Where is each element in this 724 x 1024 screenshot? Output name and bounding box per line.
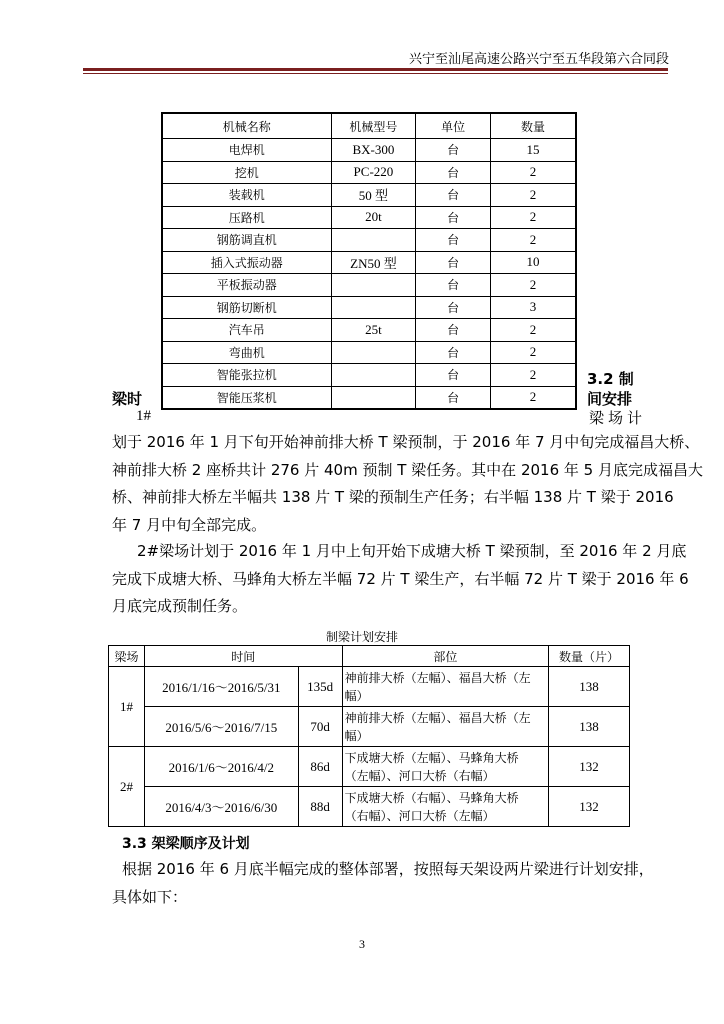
table-row [162,386,576,409]
machine-model: 20t [331,206,416,229]
machine-unit: 台 [416,296,491,319]
table-row [109,787,630,827]
table-row [162,364,576,387]
days-cell: 88d [298,787,342,827]
plan-table-caption: 制梁计划安排 [325,630,398,644]
paragraph-yard-1 [112,429,703,539]
machine-name: 智能张拉机 [162,364,331,387]
paragraph-line: 完成下成塘大桥、马蜂角大桥左半幅 72 片 T 梁生产，右半幅 72 片 T 梁于 2016 年 6 [112,569,689,588]
header-rule-thick [83,68,668,71]
machine-qty: 2 [490,184,576,207]
machine-model: ZN50 型 [331,251,416,274]
location-cell [342,707,548,747]
period-cell: 2016/1/6～2016/4/2 [144,747,298,787]
machine-qty: 2 [490,161,576,184]
machine-model: 50 型 [331,184,416,207]
paragraph-yard-2 [112,538,689,621]
machine-unit: 台 [416,251,491,274]
paragraph-line: 月底完成预制任务。 [112,597,248,615]
paragraph-line: 神前排大桥 2 座桥共计 276 片 40m 预制 T 梁任务。其中在 2016 年 5 月底完成福昌大 [112,460,703,479]
days-cell: 70d [298,707,342,747]
column-header: 梁场 [109,646,145,667]
location-line: 幅） [344,688,369,703]
machine-model [331,274,416,297]
machine-unit: 台 [416,229,491,252]
location-line: 神前排大桥（左幅）、福昌大桥（左 [344,710,531,725]
machine-unit: 台 [416,386,491,409]
yard-cell: 2# [109,747,145,827]
machine-qty: 2 [490,274,576,297]
machine-unit: 台 [416,139,491,162]
machine-model: PC-220 [331,161,416,184]
machine-name: 电焊机 [162,139,331,162]
location-line: （右幅）、河口大桥（左幅） [344,808,495,823]
section-3-2-heading-part2: 间安排 [587,390,633,408]
machine-qty: 2 [490,319,576,342]
period-cell: 2016/1/16～2016/5/31 [144,667,298,707]
plan-table-header [109,646,630,667]
machine-unit: 台 [416,274,491,297]
quantity-cell: 138 [549,707,630,747]
machine-name: 装载机 [162,184,331,207]
section-3-2-heading-part1: 3.2 制 [587,370,634,388]
table-row [162,161,576,184]
machine-name: 插入式振动器 [162,251,331,274]
plan-table [108,645,630,827]
page-number: 3 [359,937,365,951]
table-row [162,319,576,342]
table-row [162,341,576,364]
machine-name: 钢筋切断机 [162,296,331,319]
machine-qty: 2 [490,206,576,229]
machine-name: 钢筋调直机 [162,229,331,252]
machine-qty: 2 [490,386,576,409]
machine-qty: 2 [490,364,576,387]
column-header: 机械名称 [162,113,331,139]
machine-name: 汽车吊 [162,319,331,342]
location-line: 下成塘大桥（左幅）、马蜂角大桥 [344,750,519,765]
table-row [109,747,630,787]
machine-qty: 10 [490,251,576,274]
page-header-title: 兴宁至汕尾高速公路兴宁至五华段第六合同段 [408,52,669,67]
machine-table-header [162,113,576,139]
machine-unit: 台 [416,206,491,229]
table-row [109,707,630,747]
table-row [162,274,576,297]
machine-qty: 15 [490,139,576,162]
period-cell: 2016/5/6～2016/7/15 [144,707,298,747]
machine-unit: 台 [416,184,491,207]
machine-model [331,386,416,409]
machine-model [331,296,416,319]
location-cell [342,747,548,787]
machine-name: 压路机 [162,206,331,229]
machine-unit: 台 [416,319,491,342]
quantity-cell: 138 [549,667,630,707]
column-header: 单位 [416,113,491,139]
paragraph-line: 划于 2016 年 1 月下旬开始神前排大桥 T 梁预制，于 2016 年 7 月中旬完成福昌大桥、 [112,433,700,451]
quantity-cell: 132 [549,787,630,827]
machine-name: 挖机 [162,161,331,184]
machine-qty: 3 [490,296,576,319]
yard-1-label: 1# [136,408,151,424]
days-cell: 86d [298,747,342,787]
machine-table [161,112,577,410]
column-header: 机械型号 [331,113,416,139]
location-cell [342,787,548,827]
column-header: 部位 [342,646,548,667]
location-line: 下成塘大桥（右幅）、马蜂角大桥 [344,790,519,805]
machine-unit: 台 [416,364,491,387]
machine-model [331,364,416,387]
location-line: （左幅）、河口大桥（右幅） [344,768,495,783]
paragraph-section-3-3 [112,856,654,911]
column-header: 数量 [490,113,576,139]
paragraph-line: 根据 2016 年 6 月底半幅完成的整体部署，按照每天架设两片梁进行计划安排， [122,860,654,878]
paragraph-line: 年 7 月中旬全部完成。 [112,515,267,534]
section-3-3-heading: 3.3 架梁顺序及计划 [122,836,250,852]
machine-model [331,229,416,252]
table-row [162,296,576,319]
paragraph-line: 桥、神前排大桥左半幅共 138 片 T 梁的预制生产任务；右半幅 138 片 T 梁于 2016 [112,488,674,506]
machine-name: 弯曲机 [162,341,331,364]
machine-name: 智能压浆机 [162,386,331,409]
machine-model: BX-300 [331,139,416,162]
quantity-cell: 132 [549,747,630,787]
table-row [162,184,576,207]
machine-qty: 2 [490,229,576,252]
column-header: 数量（片） [549,646,630,667]
yard-cell: 1# [109,667,145,747]
paragraph-line: 具体如下： [112,887,188,906]
machine-model: 25t [331,319,416,342]
machine-unit: 台 [416,161,491,184]
location-line: 幅） [344,728,369,743]
column-header: 时间 [144,646,342,667]
table-row [109,667,630,707]
table-row [162,251,576,274]
period-cell: 2016/4/3～2016/6/30 [144,787,298,827]
machine-qty: 2 [490,341,576,364]
table-row [162,139,576,162]
section-3-2-heading-left: 梁时 [112,390,143,408]
location-cell [342,667,548,707]
machine-name: 平板振动器 [162,274,331,297]
table-row [162,206,576,229]
table-row [162,229,576,252]
header-rule-thin [83,73,668,74]
machine-model [331,341,416,364]
paragraph-line: 2#梁场计划于 2016 年 1 月中上旬开始下成塘大桥 T 梁预制，至 2016 年 2 月底 [137,542,687,560]
machine-unit: 台 [416,341,491,364]
location-line: 神前排大桥（左幅）、福昌大桥（左 [344,670,531,685]
days-cell: 135d [298,667,342,707]
yard-1-suffix: 梁场计 [589,409,647,427]
